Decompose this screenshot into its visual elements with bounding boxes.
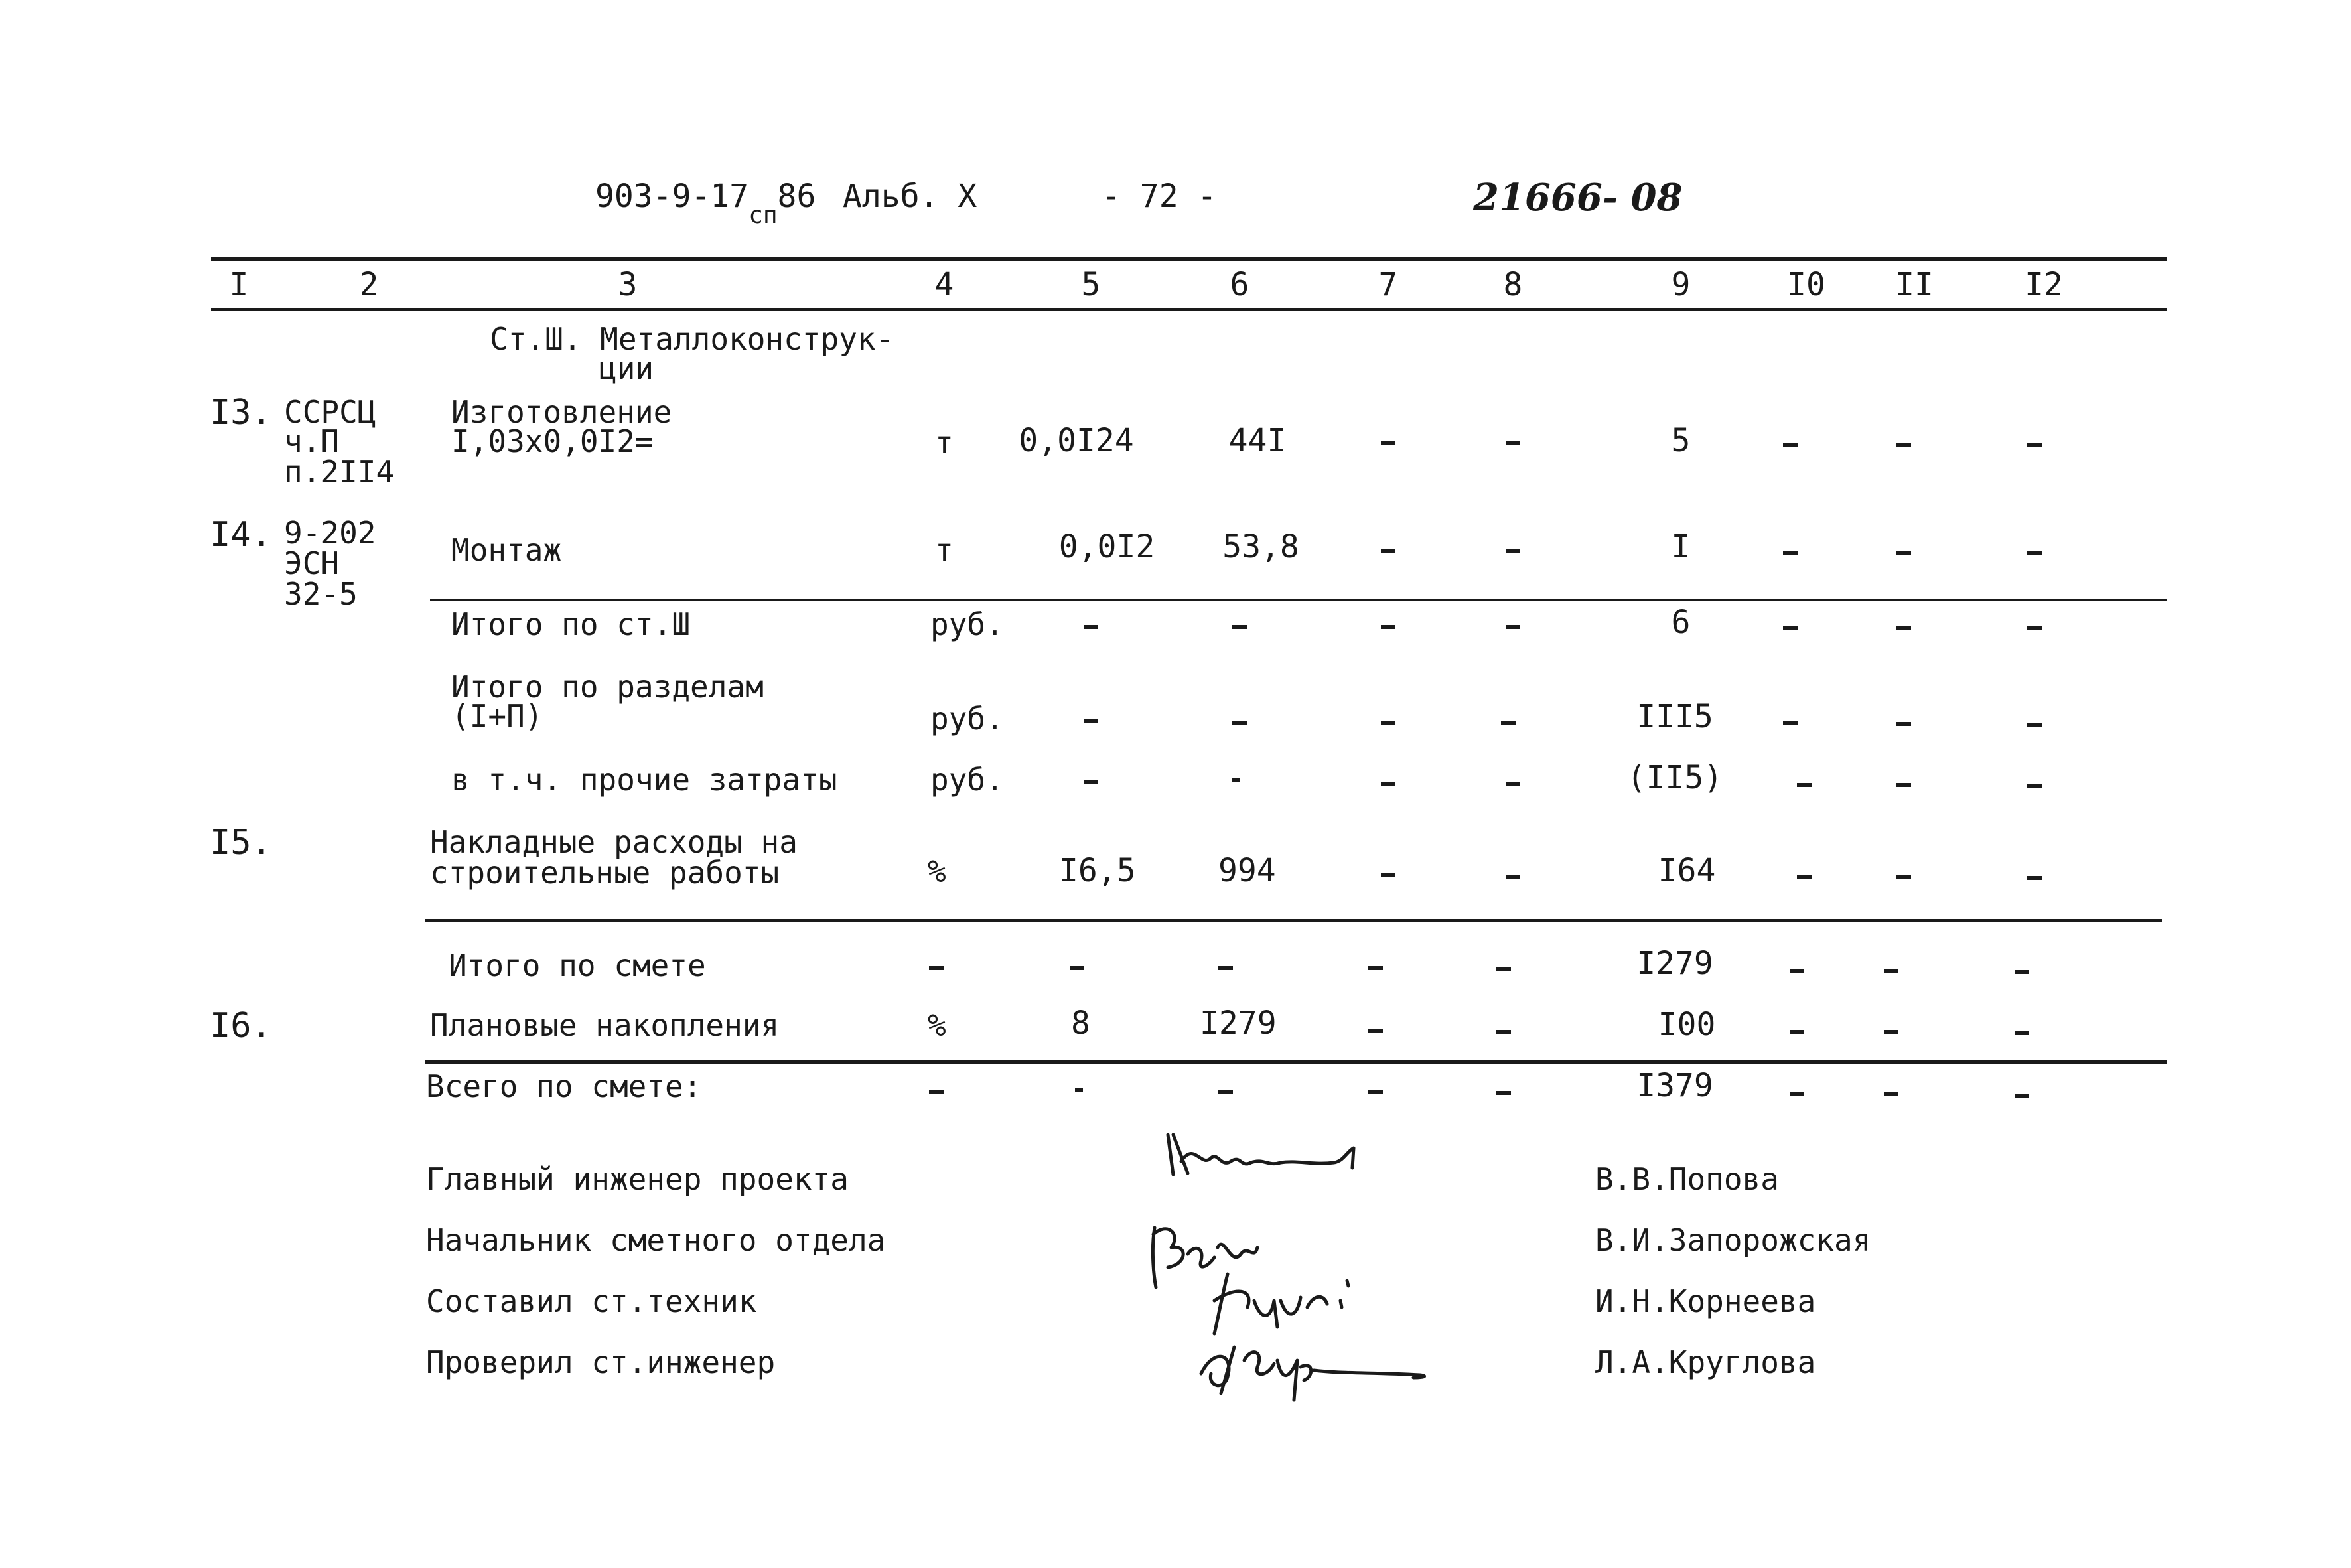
row-unit: руб. [930,701,1004,737]
subtotal-rule [430,599,2167,601]
row-c12 [2027,443,2042,447]
row-price [1232,625,1247,629]
row-c8 [1506,441,1520,445]
row-name: Итого по ст.Ш [451,606,691,642]
row-total: I279 [1636,945,1713,982]
row-c10 [1790,1092,1804,1096]
row-c10 [1790,1030,1804,1034]
table-top-rule [211,257,2167,261]
row-total: I379 [1636,1067,1713,1104]
row-price [1232,778,1240,782]
album-label: Альб. X [843,178,977,215]
column-number: 5 [1081,266,1101,303]
row-quantity [1084,780,1098,784]
row-c7 [1368,1090,1383,1094]
row-unit [929,1090,944,1094]
row-name: Итого по смете [449,948,706,983]
row-unit: т [935,425,954,461]
row-price: 44I [1228,422,1287,459]
row-name: (I+П) [451,698,543,734]
row-basis: ч.П [284,423,340,459]
row-c8 [1501,721,1516,725]
row-c12 [2027,876,2042,880]
row-quantity: 0,0I2 [1058,528,1155,565]
row-name: Всего по смете: [426,1068,702,1104]
row-name: Изготовление [451,394,672,430]
row-c11 [1884,1030,1898,1034]
row-c11 [1896,875,1911,879]
row-total: (II5) [1626,759,1723,796]
signature-chief-engineer [1155,1121,1380,1194]
row-c7 [1381,441,1395,445]
row-unit: т [935,532,954,568]
row-price [1218,966,1233,970]
signatory-role: Главный инженер проекта [426,1161,849,1197]
row-unit: % [928,853,946,889]
row-c12 [2015,1094,2029,1098]
row-c7 [1381,549,1395,553]
row-number: I5. [210,823,272,863]
row-c10 [1797,875,1812,879]
row-c8 [1496,967,1511,971]
row-quantity [1075,1088,1083,1092]
column-number: 7 [1378,266,1398,303]
row-c11 [1896,722,1911,726]
row-name: строительные работы [430,855,780,891]
row-c10 [1797,783,1812,787]
inventory-number: 21666- 08 [1473,176,1683,220]
row-quantity: I6,5 [1059,852,1136,889]
row-quantity [1084,719,1098,723]
row-c8 [1506,549,1520,553]
row-total: I64 [1658,852,1716,889]
row-quantity: 0,0I24 [1019,422,1134,459]
row-quantity [1070,966,1084,970]
row-total: 6 [1671,604,1691,641]
row-number: I3. [210,393,272,433]
column-number: 3 [618,266,638,303]
column-number: II [1895,266,1934,303]
accrual-rule [425,1060,2167,1064]
row-basis: 9-202 [284,515,376,551]
row-c7 [1368,966,1383,970]
row-c8 [1506,875,1520,879]
column-number: 4 [934,266,954,303]
section-title: ции [599,350,654,386]
row-total: 5 [1671,422,1691,459]
row-basis: ЭСН [284,545,340,581]
row-name: Плановые накопления [430,1007,780,1043]
row-c10 [1790,969,1804,973]
row-basis: ССРСЦ [284,394,376,430]
column-number: 9 [1671,266,1691,303]
row-c7 [1381,782,1395,786]
page-number: - 72 - [1102,178,1217,215]
row-c11 [1884,969,1898,973]
row-name: Итого по разделам [451,669,764,705]
row-c10 [1783,551,1798,555]
signatory-role: Проверил ст.инженер [426,1344,776,1380]
row-total: I00 [1658,1006,1716,1043]
row-c11 [1884,1092,1898,1096]
row-basis: п.2II4 [284,454,395,490]
row-c7 [1368,1029,1383,1033]
column-number: I0 [1787,266,1825,303]
row-c8 [1506,782,1520,786]
row-name: I,03x0,0I2= [451,423,654,459]
row-number: I6. [210,1006,272,1046]
row-c12 [2027,551,2042,555]
signatory-name: В.И.Запорожская [1595,1222,1871,1258]
row-number: I4. [210,515,272,555]
row-price: 994 [1218,852,1276,889]
row-price [1232,721,1247,725]
row-c8 [1496,1030,1511,1034]
row-total: III5 [1636,698,1713,735]
row-total: I [1671,528,1691,565]
row-c7 [1381,721,1395,725]
row-c10 [1783,443,1798,447]
row-price: 53,8 [1222,528,1299,565]
signatory-role: Составил ст.техник [426,1283,757,1319]
doc-code: $903-9-17_{сп}86$ [595,178,816,229]
row-c12 [2027,723,2042,727]
row-c10 [1783,721,1798,725]
row-quantity [1084,625,1098,629]
row-unit: руб. [930,762,1004,798]
column-number: 2 [359,266,379,303]
row-quantity: 8 [1071,1005,1090,1042]
row-price: I279 [1200,1005,1277,1042]
column-number: 6 [1230,266,1249,303]
row-unit: руб. [930,606,1004,642]
row-c8 [1506,625,1520,629]
row-c12 [2027,784,2042,788]
row-c10 [1783,626,1798,630]
row-name: Накладные расходы на [430,824,798,860]
section-title: Ст.Ш. Металлоконструк- [490,321,894,357]
row-c11 [1896,783,1911,787]
row-c11 [1896,443,1911,447]
row-name: в т.ч. прочие затраты [451,762,837,798]
row-c11 [1896,626,1911,630]
row-c12 [2015,970,2029,974]
signatory-name: В.В.Попова [1595,1161,1779,1197]
column-number: I [229,266,249,303]
row-c12 [2015,1031,2029,1035]
row-c11 [1896,551,1911,555]
row-unit: % [928,1007,946,1043]
overhead-rule [425,919,2162,922]
header-bottom-rule [211,308,2167,311]
signatory-role: Начальник сметного отдела [426,1222,886,1258]
row-c8 [1496,1091,1511,1095]
signatory-name: И.Н.Корнеева [1595,1283,1816,1319]
row-c12 [2027,626,2042,630]
row-unit [929,966,944,970]
signatory-name: Л.А.Круглова [1595,1344,1816,1380]
row-c7 [1381,625,1395,629]
row-name: Монтаж [451,532,562,568]
column-number: I2 [2025,266,2063,303]
signature-technician-and-checker [1188,1261,1453,1407]
row-c7 [1381,873,1395,877]
column-number: 8 [1503,266,1523,303]
row-price [1218,1090,1233,1094]
row-basis: 32-5 [284,576,358,612]
